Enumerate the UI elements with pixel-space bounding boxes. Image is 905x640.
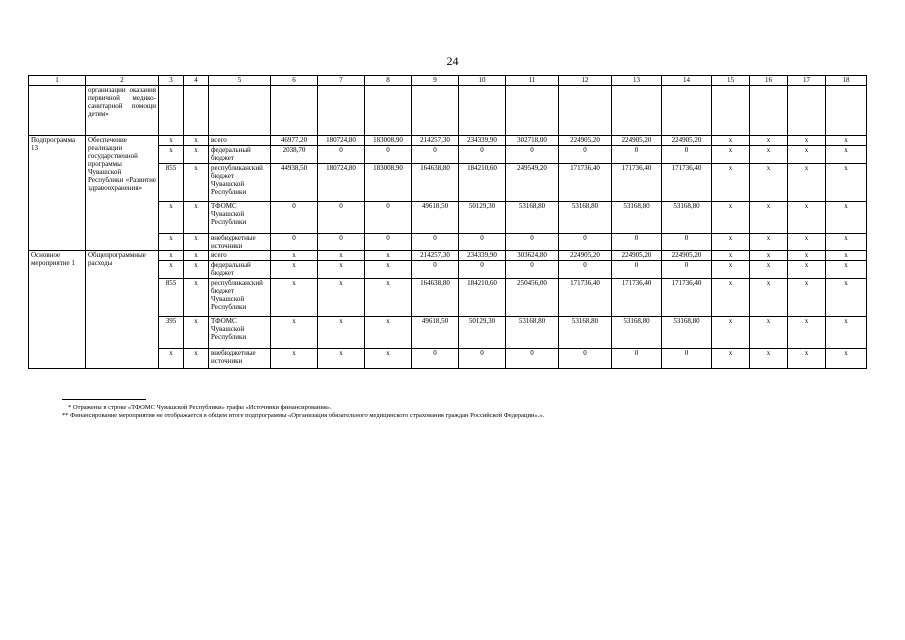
- cell-empty: [559, 86, 612, 136]
- value-cell: 44938,50: [271, 164, 318, 202]
- continuation-row: [29, 86, 867, 136]
- cell-empty: [506, 86, 559, 136]
- value-cell: x: [826, 164, 867, 202]
- value-cell: 184210,60: [459, 164, 506, 202]
- cell-empty: [459, 86, 506, 136]
- value-cell: x: [750, 146, 788, 164]
- table-row: [29, 251, 867, 261]
- value-cell: 0: [459, 234, 506, 251]
- value-cell: x: [365, 261, 412, 279]
- value-cell: 164638,80: [412, 279, 459, 317]
- column-number: 11: [506, 76, 559, 86]
- cell-empty: [29, 86, 86, 136]
- value-cell: x: [712, 349, 750, 369]
- funding-source: внебюджетные источники: [209, 234, 271, 251]
- value-cell: 0: [271, 234, 318, 251]
- footnote-1: * Отражены в строке «ТФОМС Чувашской Республики» графы «Источники финансирования».: [68, 404, 332, 411]
- code-cell: 395: [159, 317, 184, 349]
- value-cell: x: [712, 146, 750, 164]
- column-number: 1: [29, 76, 86, 86]
- value-cell: x: [788, 279, 826, 317]
- value-cell: 2038,70: [271, 146, 318, 164]
- value-cell: x: [365, 279, 412, 317]
- cell-empty: [365, 86, 412, 136]
- value-cell: 49618,50: [412, 317, 459, 349]
- value-cell: 0: [459, 146, 506, 164]
- code-cell: x: [184, 136, 209, 146]
- value-cell: 0: [612, 349, 662, 369]
- value-cell: 164638,80: [412, 164, 459, 202]
- funding-source: федеральный бюджет: [209, 146, 271, 164]
- value-cell: x: [750, 251, 788, 261]
- value-cell: x: [712, 261, 750, 279]
- value-cell: 234339,90: [459, 136, 506, 146]
- code-cell: x: [159, 146, 184, 164]
- value-cell: 0: [662, 349, 712, 369]
- value-cell: x: [788, 164, 826, 202]
- footnote-divider: [62, 399, 146, 400]
- value-cell: x: [712, 136, 750, 146]
- value-cell: 224905,20: [612, 251, 662, 261]
- footnote-2: ** Финансирование мероприятия не отображается в общем итоге подпрограммы «Организация обязательного медицинского страхования граждан Российской Федерации».».: [62, 412, 545, 419]
- value-cell: 0: [662, 234, 712, 251]
- funding-source: федеральный бюджет: [209, 261, 271, 279]
- code-cell: x: [159, 261, 184, 279]
- value-cell: 250456,00: [506, 279, 559, 317]
- code-cell: x: [184, 234, 209, 251]
- funding-source: республиканский бюджет Чувашской Республики: [209, 279, 271, 317]
- value-cell: x: [365, 317, 412, 349]
- value-cell: 0: [412, 146, 459, 164]
- program-description: Общепрограммные расходы: [86, 251, 159, 369]
- page-number: 24: [446, 54, 459, 68]
- value-cell: 171736,40: [612, 164, 662, 202]
- code-cell: 855: [159, 279, 184, 317]
- value-cell: x: [750, 261, 788, 279]
- value-cell: 53168,80: [506, 202, 559, 234]
- code-cell: x: [184, 251, 209, 261]
- value-cell: 53168,80: [612, 202, 662, 234]
- code-cell: x: [184, 317, 209, 349]
- value-cell: 180724,80: [318, 164, 365, 202]
- value-cell: 46977,20: [271, 136, 318, 146]
- value-cell: 0: [318, 234, 365, 251]
- value-cell: 53168,80: [612, 317, 662, 349]
- column-number: 8: [365, 76, 412, 86]
- value-cell: 0: [559, 261, 612, 279]
- value-cell: 0: [612, 261, 662, 279]
- value-cell: x: [826, 136, 867, 146]
- value-cell: 171736,40: [559, 164, 612, 202]
- table-body: [29, 76, 867, 369]
- code-cell: x: [159, 234, 184, 251]
- value-cell: x: [826, 317, 867, 349]
- value-cell: 0: [662, 261, 712, 279]
- value-cell: x: [712, 234, 750, 251]
- value-cell: x: [271, 261, 318, 279]
- value-cell: 0: [559, 349, 612, 369]
- value-cell: 224905,20: [559, 251, 612, 261]
- value-cell: x: [318, 317, 365, 349]
- code-cell: x: [184, 164, 209, 202]
- program-description: Обеспечение реализации государственной программы Чувашской Республики «Развитие здравоохранения»: [86, 136, 159, 251]
- value-cell: x: [271, 317, 318, 349]
- budget-table: [28, 75, 867, 369]
- value-cell: x: [750, 234, 788, 251]
- value-cell: x: [826, 279, 867, 317]
- cell-empty: [318, 86, 365, 136]
- value-cell: x: [788, 251, 826, 261]
- column-number: 4: [184, 76, 209, 86]
- column-number: 17: [788, 76, 826, 86]
- value-cell: x: [826, 349, 867, 369]
- value-cell: 183008,90: [365, 136, 412, 146]
- column-number-row: [29, 76, 867, 86]
- code-cell: 855: [159, 164, 184, 202]
- value-cell: 0: [412, 234, 459, 251]
- value-cell: 171736,40: [662, 279, 712, 317]
- cell-empty: [209, 86, 271, 136]
- column-number: 12: [559, 76, 612, 86]
- value-cell: 0: [459, 349, 506, 369]
- value-cell: x: [318, 251, 365, 261]
- value-cell: x: [365, 349, 412, 369]
- value-cell: 224905,20: [612, 136, 662, 146]
- value-cell: 184210,60: [459, 279, 506, 317]
- funding-source: всего: [209, 136, 271, 146]
- value-cell: 0: [559, 146, 612, 164]
- value-cell: 0: [365, 146, 412, 164]
- program-label: Подпрограмма 13: [29, 136, 86, 251]
- value-cell: x: [788, 261, 826, 279]
- cell-empty: [750, 86, 788, 136]
- code-cell: x: [159, 251, 184, 261]
- value-cell: 53168,80: [506, 317, 559, 349]
- value-cell: x: [318, 261, 365, 279]
- value-cell: x: [788, 317, 826, 349]
- value-cell: x: [788, 146, 826, 164]
- value-cell: 49618,50: [412, 202, 459, 234]
- value-cell: 0: [506, 234, 559, 251]
- value-cell: x: [788, 136, 826, 146]
- value-cell: x: [318, 349, 365, 369]
- column-number: 9: [412, 76, 459, 86]
- value-cell: 214257,30: [412, 136, 459, 146]
- cell-empty: [662, 86, 712, 136]
- value-cell: x: [788, 349, 826, 369]
- value-cell: x: [750, 349, 788, 369]
- value-cell: x: [750, 279, 788, 317]
- column-number: 3: [159, 76, 184, 86]
- value-cell: 214257,30: [412, 251, 459, 261]
- value-cell: 303624,80: [506, 251, 559, 261]
- column-number: 13: [612, 76, 662, 86]
- value-cell: 0: [662, 146, 712, 164]
- value-cell: 53168,80: [559, 202, 612, 234]
- value-cell: 224905,20: [662, 251, 712, 261]
- continuation-text: организации оказания первичной медико-санитарной помощи детям»: [86, 86, 159, 136]
- value-cell: x: [712, 317, 750, 349]
- value-cell: x: [271, 349, 318, 369]
- value-cell: x: [750, 317, 788, 349]
- value-cell: x: [271, 279, 318, 317]
- value-cell: 0: [365, 202, 412, 234]
- cell-empty: [412, 86, 459, 136]
- code-cell: x: [159, 136, 184, 146]
- value-cell: 0: [412, 349, 459, 369]
- value-cell: x: [712, 279, 750, 317]
- cell-empty: [271, 86, 318, 136]
- value-cell: 0: [559, 234, 612, 251]
- value-cell: 0: [506, 146, 559, 164]
- code-cell: x: [159, 349, 184, 369]
- value-cell: x: [750, 202, 788, 234]
- value-cell: x: [712, 202, 750, 234]
- funding-source: ТФОМС Чувашской Республики: [209, 317, 271, 349]
- column-number: 18: [826, 76, 867, 86]
- value-cell: 249549,20: [506, 164, 559, 202]
- value-cell: x: [826, 251, 867, 261]
- value-cell: 183008,90: [365, 164, 412, 202]
- code-cell: x: [184, 202, 209, 234]
- value-cell: 0: [506, 261, 559, 279]
- value-cell: x: [750, 136, 788, 146]
- table-row: [29, 136, 867, 146]
- cell-empty: [826, 86, 867, 136]
- cell-empty: [159, 86, 184, 136]
- program-label: Основное мероприятие 1: [29, 251, 86, 369]
- value-cell: 0: [318, 146, 365, 164]
- value-cell: x: [826, 234, 867, 251]
- value-cell: 53168,80: [662, 317, 712, 349]
- value-cell: 53168,80: [662, 202, 712, 234]
- cell-empty: [612, 86, 662, 136]
- value-cell: 171736,40: [612, 279, 662, 317]
- value-cell: 180724,80: [318, 136, 365, 146]
- value-cell: 0: [459, 261, 506, 279]
- funding-source: республиканский бюджет Чувашской Республики: [209, 164, 271, 202]
- code-cell: x: [159, 202, 184, 234]
- value-cell: 0: [612, 234, 662, 251]
- funding-source: внебюджетные источники: [209, 349, 271, 369]
- value-cell: 171736,40: [662, 164, 712, 202]
- column-number: 2: [86, 76, 159, 86]
- code-cell: x: [184, 146, 209, 164]
- cell-empty: [184, 86, 209, 136]
- column-number: 14: [662, 76, 712, 86]
- value-cell: x: [318, 279, 365, 317]
- value-cell: x: [826, 146, 867, 164]
- code-cell: x: [184, 261, 209, 279]
- value-cell: 50129,30: [459, 317, 506, 349]
- value-cell: 50129,30: [459, 202, 506, 234]
- cell-empty: [712, 86, 750, 136]
- value-cell: 0: [612, 146, 662, 164]
- column-number: 10: [459, 76, 506, 86]
- cell-empty: [788, 86, 826, 136]
- value-cell: x: [712, 164, 750, 202]
- column-number: 7: [318, 76, 365, 86]
- value-cell: x: [788, 234, 826, 251]
- value-cell: 171736,40: [559, 279, 612, 317]
- value-cell: 0: [365, 234, 412, 251]
- value-cell: 0: [318, 202, 365, 234]
- value-cell: x: [788, 202, 826, 234]
- value-cell: 302718,00: [506, 136, 559, 146]
- value-cell: 53168,80: [559, 317, 612, 349]
- column-number: 6: [271, 76, 318, 86]
- value-cell: x: [271, 251, 318, 261]
- column-number: 15: [712, 76, 750, 86]
- value-cell: x: [826, 202, 867, 234]
- value-cell: x: [826, 261, 867, 279]
- value-cell: x: [365, 251, 412, 261]
- column-number: 5: [209, 76, 271, 86]
- value-cell: x: [750, 164, 788, 202]
- value-cell: 0: [412, 261, 459, 279]
- value-cell: 224905,20: [662, 136, 712, 146]
- value-cell: x: [712, 251, 750, 261]
- column-number: 16: [750, 76, 788, 86]
- funding-source: всего: [209, 251, 271, 261]
- value-cell: 0: [271, 202, 318, 234]
- funding-source: ТФОМС Чувашской Республики: [209, 202, 271, 234]
- value-cell: 224905,20: [559, 136, 612, 146]
- code-cell: x: [184, 349, 209, 369]
- value-cell: 0: [506, 349, 559, 369]
- value-cell: 234339,90: [459, 251, 506, 261]
- code-cell: x: [184, 279, 209, 317]
